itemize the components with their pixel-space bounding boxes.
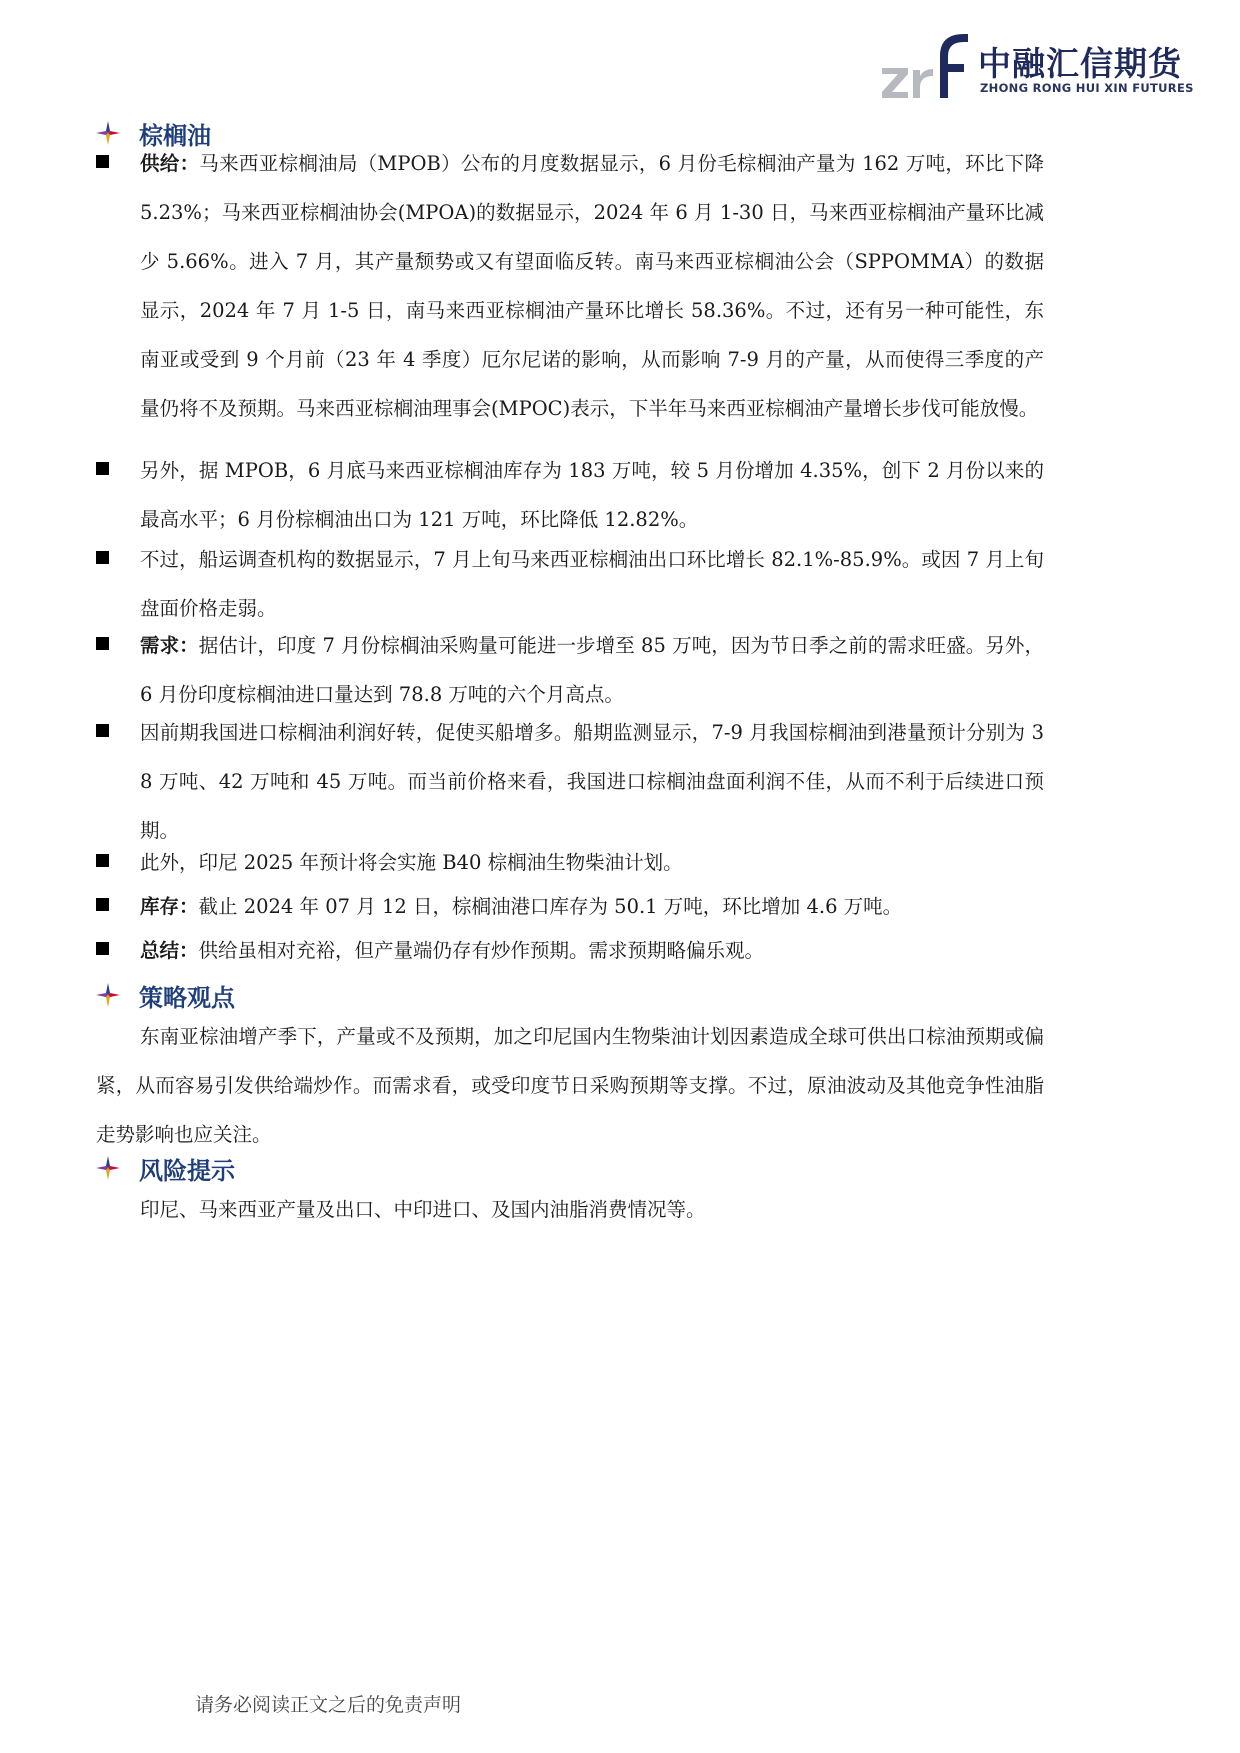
bullet-body: 不过，船运调查机构的数据显示，7 月上旬马来西亚棕榈油出口环比增长 82.1%-85.9%。或因 7 月上旬盘面价格走弱。 <box>140 548 1044 620</box>
logo-english-name: ZHONG RONG HUI XIN FUTURES <box>980 81 1194 95</box>
section-title: 策略观点 <box>139 983 235 1012</box>
zrf-logo-icon <box>880 30 976 102</box>
bullet-demand <box>96 621 1046 719</box>
bullet-indonesia-b40 <box>96 838 1046 887</box>
bullet-body: 此外，印尼 2025 年预计将会实施 B40 棕榈油生物柴油计划。 <box>140 851 683 874</box>
bullet-label: 供给： <box>140 152 200 175</box>
strategy-paragraph: 东南亚棕油增产季下，产量或不及预期，加之印尼国内生物柴油计划因素造成全球可供出口棕油预期或偏紧，从而容易引发供给端炒作。而需求看，或受印度节日采购预期等支撑。不过，原油波动及其他竞争性油脂走势影响也应关注。 <box>96 1025 1044 1146</box>
logo-chinese-name: 中融汇信期货 <box>978 44 1182 83</box>
bullet-label: 库存： <box>140 895 199 918</box>
square-bullet-icon <box>96 155 109 168</box>
disclaimer-note: 请务必阅读正文之后的免责声明 <box>195 1694 462 1716</box>
bullet-summary <box>96 926 1046 975</box>
bullet-export-survey <box>96 535 1046 633</box>
bullet-stock <box>96 882 1046 931</box>
square-bullet-icon <box>96 724 109 737</box>
bullet-body: 因前期我国进口棕榈油利润好转，促使买船增多。船期监测显示，7-9 月我国棕榈油到港量预计分别为 38 万吨、42 万吨和 45 万吨。而当前价格来看，我国进口棕榈油盘面利润不佳，从而不利于后续进口预期。 <box>140 721 1044 842</box>
square-bullet-icon <box>96 462 109 475</box>
bullet-label: 需求： <box>140 634 199 657</box>
bullet-china-import <box>96 708 1046 855</box>
risk-paragraph: 印尼、马来西亚产量及出口、中印进口、及国内油脂消费情况等。 <box>140 1198 706 1221</box>
square-bullet-icon <box>96 551 109 564</box>
square-bullet-icon <box>96 898 109 911</box>
bullet-body: 据估计，印度 7 月份棕榈油采购量可能进一步增至 85 万吨，因为节日季之前的需求旺盛。另外，6 月份印度棕榈油进口量达到 78.8 万吨的六个月高点。 <box>140 634 1044 706</box>
section-heading-risk <box>95 1150 235 1186</box>
company-logo <box>880 30 1194 102</box>
bullet-inventory-mpob <box>96 446 1046 544</box>
square-bullet-icon <box>96 637 109 650</box>
section-title: 风险提示 <box>139 1156 235 1185</box>
square-bullet-icon <box>96 854 109 867</box>
bullet-label: 总结： <box>140 939 199 962</box>
bullet-body: 另外，据 MPOB，6 月底马来西亚棕榈油库存为 183 万吨，较 5 月份增加 4.35%，创下 2 月份以来的最高水平；6 月份棕榈油出口为 121 万吨，环比降低 12.82%。 <box>140 459 1044 531</box>
section-title: 棕榈油 <box>139 121 211 150</box>
compass-star-icon <box>95 1155 121 1181</box>
bullet-body: 供给虽相对充裕，但产量端仍存有炒作预期。需求预期略偏乐观。 <box>198 939 765 962</box>
bullet-body: 截止 2024 年 07 月 12 日，棕榈油港口库存为 50.1 万吨，环比增加 4.6 万吨。 <box>198 895 903 918</box>
bullet-supply <box>96 139 1046 433</box>
section-heading-strategy <box>95 977 235 1013</box>
square-bullet-icon <box>96 942 109 955</box>
bullet-body: 马来西亚棕榈油局（MPOB）公布的月度数据显示，6 月份毛棕榈油产量为 162 万吨，环比下降 5.23%；马来西亚棕榈油协会(MPOA)的数据显示，2024 年 6 月 1-30 日，马来西亚棕榈油产量环比减少 5.66%。进入 7 月，其产量颓势或又有望面临反转。南马来西亚棕榈油公会（SPPOMMA）的数据显示，2024 年 7 月 1-5 日，南马来西亚棕榈油产量环比增长 58.36%。不过，还有另一种可能性，东南亚或受到 9 个月前（23 年 4 季度）厄尔尼诺的影响，从而影响 7-9 月的产量，从而使得三季度的产量仍将不及预期。马来西亚棕榈油理事会(MPOC)表示，下半年马来西亚棕榈油产量增长步伐可能放慢。 <box>140 152 1044 420</box>
compass-star-icon <box>95 982 121 1008</box>
